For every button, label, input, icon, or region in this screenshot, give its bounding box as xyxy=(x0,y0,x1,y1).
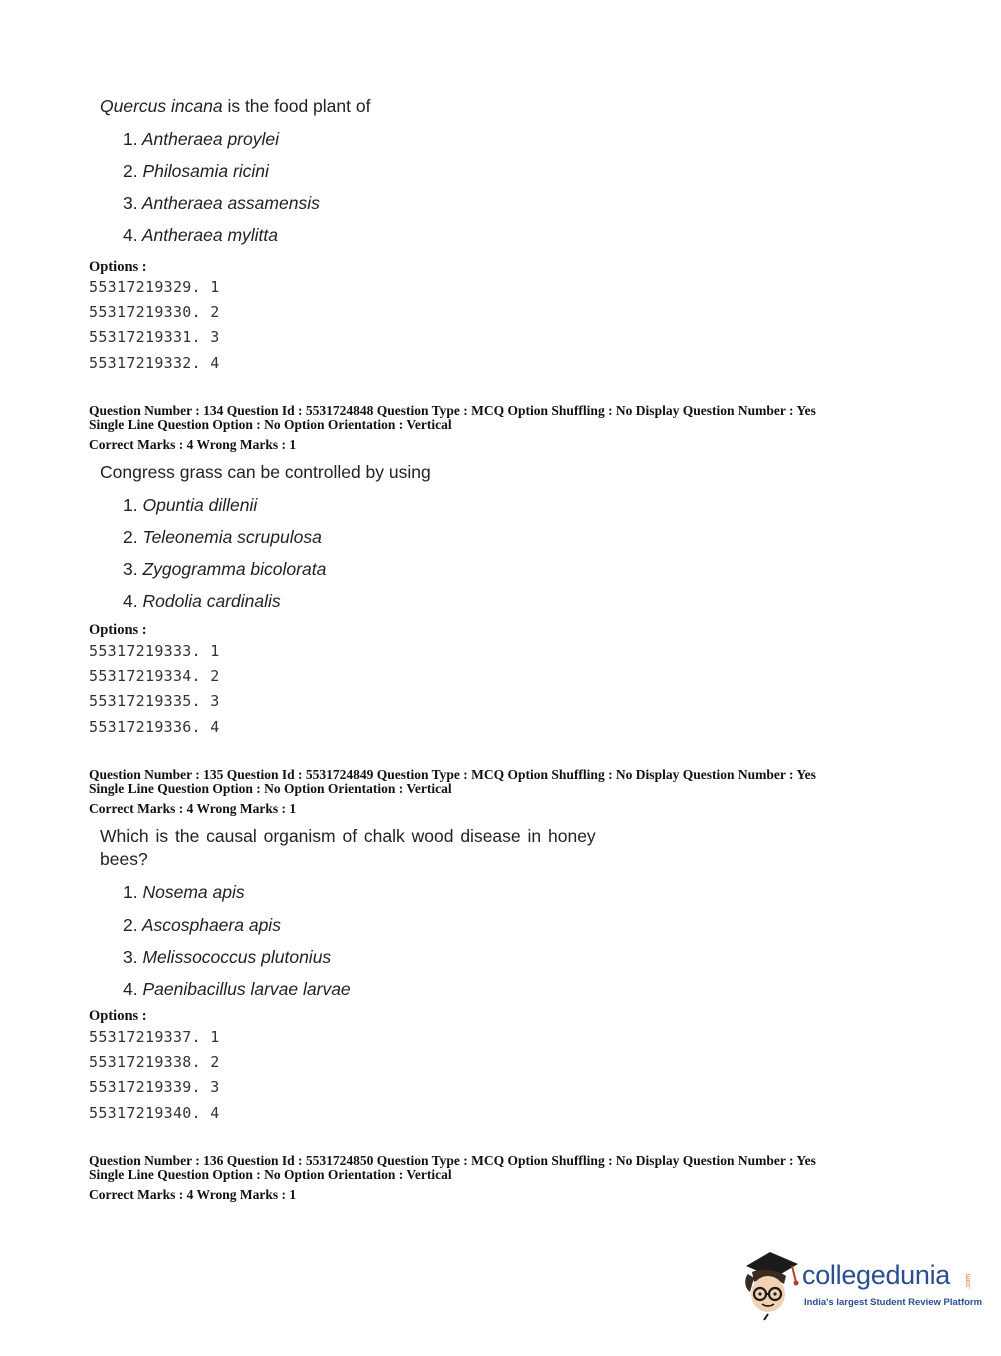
option-id: 55317219330. 2 xyxy=(89,303,220,321)
choice-text: Nosema apis xyxy=(142,882,245,902)
choice-item xyxy=(123,978,351,1000)
options-label: Options : xyxy=(89,1008,147,1024)
option-id: 55317219333. 1 xyxy=(89,642,220,660)
question-meta-line2: Single Line Question Option : No Option Orientation : Vertical xyxy=(89,781,452,796)
option-id: 55317219339. 3 xyxy=(89,1078,220,1096)
options-label: Options : xyxy=(89,259,147,275)
choice-item xyxy=(123,494,257,516)
option-id: 55317219331. 3 xyxy=(89,328,220,346)
choice-number: 4. xyxy=(123,591,138,611)
collegedunia-logo xyxy=(740,1248,983,1323)
choice-item xyxy=(123,224,278,246)
choice-number: 1. xyxy=(123,882,138,902)
choice-number: 4. xyxy=(123,979,138,999)
option-id: 55317219329. 1 xyxy=(89,278,220,296)
choice-number: 3. xyxy=(123,947,138,967)
choice-item xyxy=(123,192,320,214)
choice-text: Antheraea mylitta xyxy=(141,225,279,245)
logo-suffix: .com xyxy=(965,1273,973,1290)
choice-text: Philosamia ricini xyxy=(142,161,269,181)
choice-item xyxy=(123,160,269,182)
choice-item xyxy=(123,128,279,150)
option-id: 55317219336. 4 xyxy=(89,718,220,736)
choice-number: 1. xyxy=(123,129,138,149)
choice-item xyxy=(123,881,245,903)
option-id: 55317219334. 2 xyxy=(89,667,220,685)
question-marks: Correct Marks : 4 Wrong Marks : 1 xyxy=(89,437,297,452)
option-id: 55317219335. 3 xyxy=(89,692,220,710)
choice-item xyxy=(123,558,326,580)
choice-text: Melissococcus plutonius xyxy=(142,947,332,967)
choice-number: 4. xyxy=(123,225,138,245)
question-meta-line1: Question Number : 134 Question Id : 5531724848 Question Type : MCQ Option Shuffling : No Display Question Number : Yes xyxy=(89,403,816,418)
question-meta-line1: Question Number : 135 Question Id : 5531724849 Question Type : MCQ Option Shuffling : No Display Question Number : Yes xyxy=(89,767,816,782)
mascot-icon xyxy=(740,1248,802,1323)
choice-text: Paenibacillus larvae larvae xyxy=(142,979,351,999)
choice-number: 2. xyxy=(123,161,138,181)
choice-number: 3. xyxy=(123,559,138,579)
choice-text: Zygogramma bicolorata xyxy=(142,559,327,579)
question-text: Congress grass can be controlled by using xyxy=(100,462,431,482)
question-text-line1: Which is the causal organism of chalk wood disease in honey xyxy=(100,826,596,846)
question-marks: Correct Marks : 4 Wrong Marks : 1 xyxy=(89,801,297,816)
choice-item xyxy=(123,526,322,548)
choice-text: Antheraea assamensis xyxy=(141,193,320,213)
choice-number: 3. xyxy=(123,193,138,213)
question-meta-line2: Single Line Question Option : No Option Orientation : Vertical xyxy=(89,1167,452,1182)
option-id: 55317219340. 4 xyxy=(89,1104,220,1122)
options-label: Options : xyxy=(89,622,147,638)
question-text-line2: bees? xyxy=(100,849,148,869)
choice-item xyxy=(123,946,331,968)
choice-text: Teleonemia scrupulosa xyxy=(142,527,322,547)
choice-item xyxy=(123,590,281,612)
question-species: Quercus incana xyxy=(100,96,223,116)
choice-text: Opuntia dillenii xyxy=(142,495,258,515)
option-id: 55317219332. 4 xyxy=(89,354,220,372)
question-text xyxy=(100,95,370,118)
choice-number: 2. xyxy=(123,527,138,547)
choice-text: Ascosphaera apis xyxy=(141,915,281,935)
choice-number: 1. xyxy=(123,495,138,515)
logo-wordmark: collegedunia xyxy=(802,1260,951,1290)
option-id: 55317219337. 1 xyxy=(89,1028,220,1046)
choice-text: Rodolia cardinalis xyxy=(142,591,281,611)
logo-tagline: India's largest Student Review Platform xyxy=(804,1297,983,1308)
choice-text: Antheraea proylei xyxy=(141,129,279,149)
question-meta-line1: Question Number : 136 Question Id : 5531724850 Question Type : MCQ Option Shuffling : No Display Question Number : Yes xyxy=(89,1153,816,1168)
question-meta-line2: Single Line Question Option : No Option Orientation : Vertical xyxy=(89,417,452,432)
question-text-rest: is the food plant of xyxy=(222,96,371,116)
choice-item xyxy=(123,914,281,936)
choice-number: 2. xyxy=(123,915,138,935)
question-marks: Correct Marks : 4 Wrong Marks : 1 xyxy=(89,1187,297,1202)
option-id: 55317219338. 2 xyxy=(89,1053,220,1071)
